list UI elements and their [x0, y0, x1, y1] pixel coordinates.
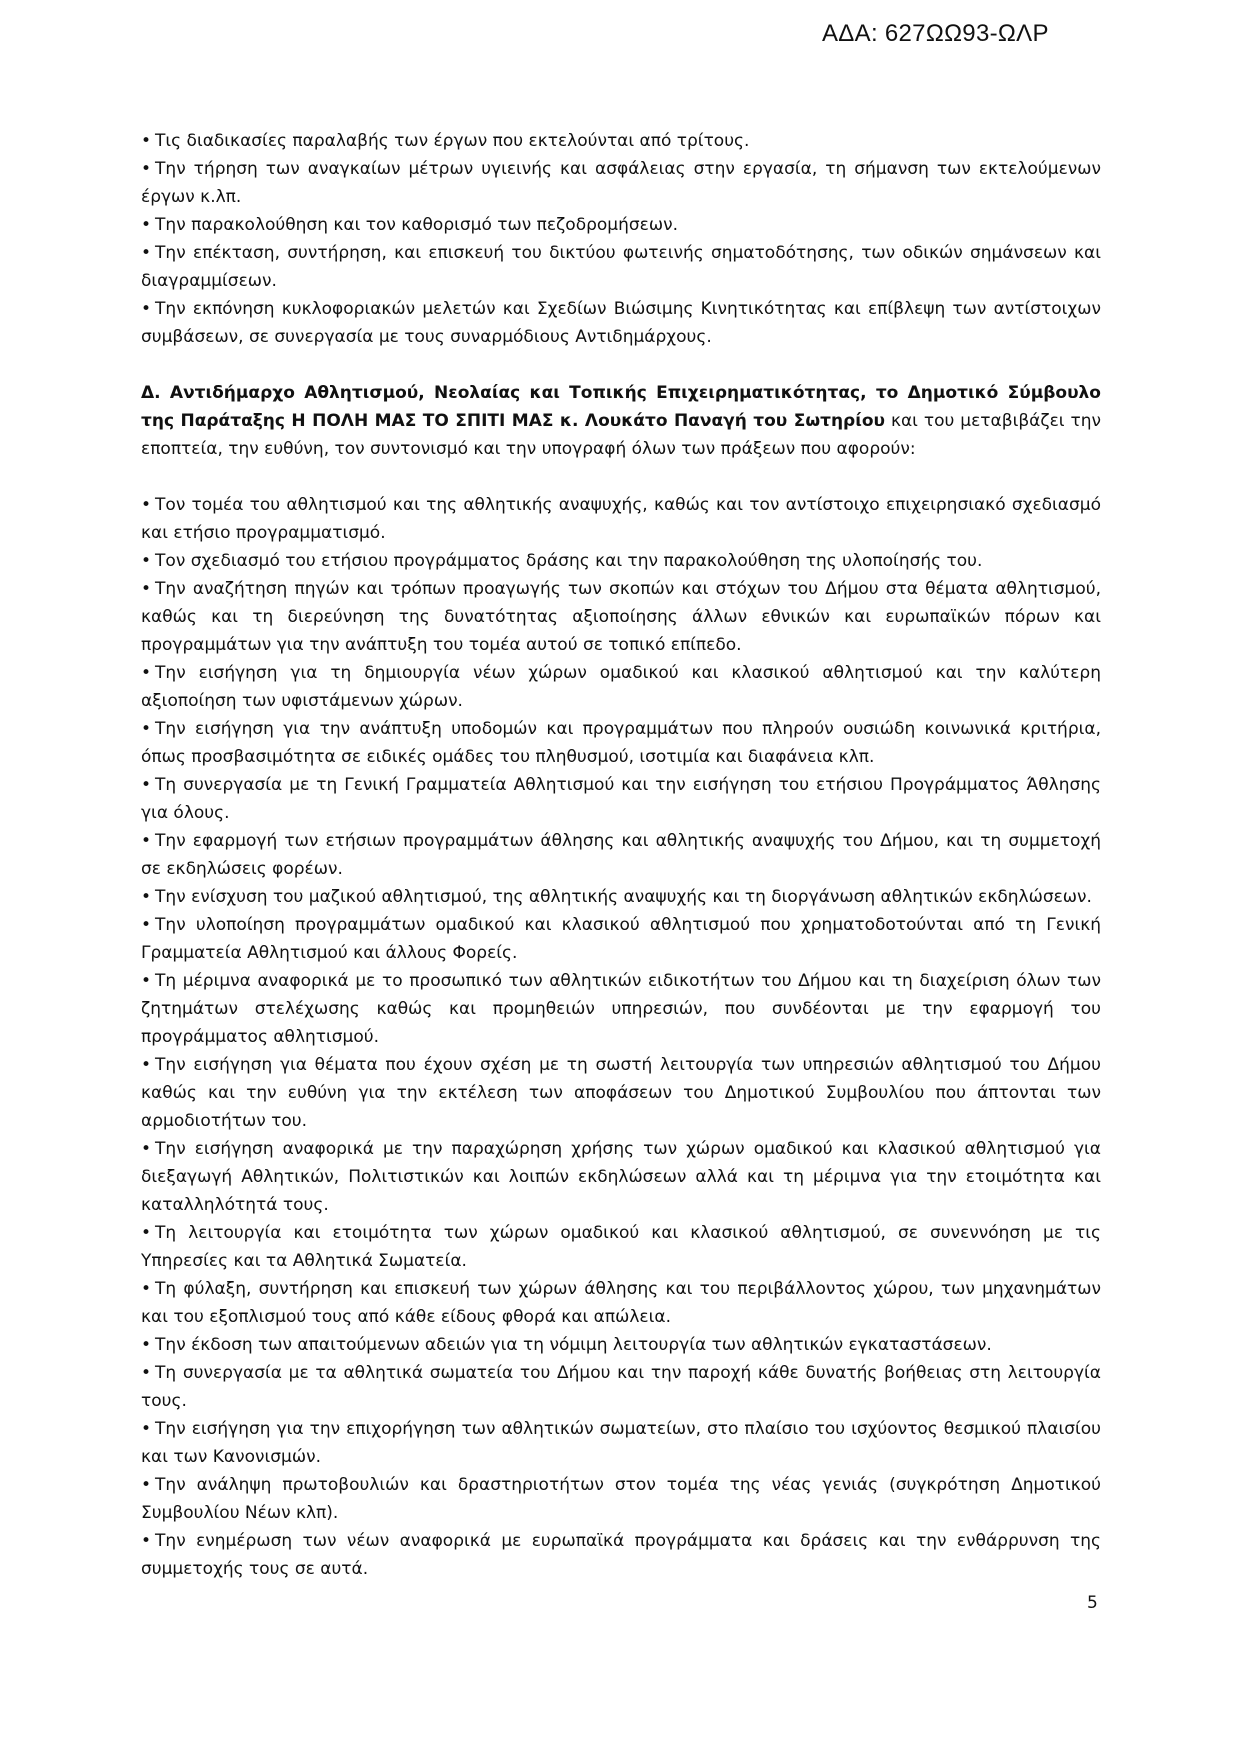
bullet-icon: •: [141, 243, 152, 263]
section-d-heading-rest: και του μεταβιβάζει την εποπτεία, την ευθύνη, τον συντονισμό και την υπογραφή όλων των πράξεων που αφορούν:: [141, 411, 1101, 459]
list-item-text: Την παρακολούθηση και τον καθορισμό των πεζοδρομήσεων.: [155, 215, 678, 235]
list-item-text: Τον σχεδιασμό του ετήσιου προγράμματος δράσης και την παρακολούθηση της υλοποίησής του.: [155, 551, 983, 571]
responsibilities-list-section-d: [141, 491, 1101, 1583]
list-item: [141, 715, 1101, 771]
list-item-text: Την εισήγηση για την επιχορήγηση των αθλητικών σωματείων, στο πλαίσιο του ισχύοντος θεσμικού πλαισίου και των Κανονισμών.: [141, 1419, 1101, 1467]
list-item: [141, 1275, 1101, 1331]
paragraph-gap: [141, 463, 1101, 491]
bullet-icon: •: [141, 1363, 152, 1383]
list-item-text: Την εισήγηση αναφορικά με την παραχώρηση χρήσης των χώρων ομαδικού και κλασικού αθλητισμού για διεξαγωγή Αθλητικών, Πολιτιστικών και λοιπών εκδηλώσεων αλλά και τη μέριμνα για την ετοιμότητα και καταλληλότητά τους.: [141, 1139, 1101, 1215]
list-item-text: Την αναζήτηση πηγών και τρόπων προαγωγής των σκοπών και στόχων του Δήμου στα θέματα αθλητισμού, καθώς και τη διερεύνηση της δυνατότητας αξιοποίησης άλλων εθνικών και ευρωπαϊκών πόρων και προγραμμάτων για την ανάπτυξη του τομέα αυτού σε τοπικό επίπεδο.: [141, 579, 1101, 655]
list-item: [141, 1359, 1101, 1415]
bullet-icon: •: [141, 1279, 152, 1299]
bullet-icon: •: [141, 299, 152, 319]
list-item: [141, 1135, 1101, 1219]
list-item: [141, 547, 1101, 575]
bullet-icon: •: [141, 579, 152, 599]
bullet-icon: •: [141, 551, 152, 571]
list-item: [141, 771, 1101, 827]
bullet-icon: •: [141, 1223, 152, 1243]
bullet-icon: •: [141, 887, 152, 907]
list-item: [141, 1051, 1101, 1135]
bullet-icon: •: [141, 1475, 152, 1495]
bullet-icon: •: [141, 131, 152, 151]
bullet-icon: •: [141, 1139, 152, 1159]
bullet-icon: •: [141, 159, 152, 179]
section-d-heading: [141, 379, 1101, 463]
list-item-text: Την έκδοση των απαιτούμενων αδειών για τη νόμιμη λειτουργία των αθλητικών εγκαταστάσεων.: [155, 1335, 992, 1355]
list-item-text: Την εφαρμογή των ετήσιων προγραμμάτων άθλησης και αθλητικής αναψυχής του Δήμου, και τη συμμετοχή σε εκδηλώσεις φορέων.: [141, 831, 1101, 879]
bullet-icon: •: [141, 831, 152, 851]
list-item-text: Την ενημέρωση των νέων αναφορικά με ευρωπαϊκά προγράμματα και δράσεις και την ενθάρρυνση της συμμετοχής τους σε αυτά.: [141, 1531, 1101, 1579]
list-item-text: Τη φύλαξη, συντήρηση και επισκευή των χώρων άθλησης και του περιβάλλοντος χώρου, των μηχανημάτων και του εξοπλισμού τους από κάθε είδους φθορά και απώλεια.: [141, 1279, 1101, 1327]
bullet-icon: •: [141, 719, 152, 739]
list-item-text: Την ανάληψη πρωτοβουλιών και δραστηριοτήτων στον τομέα της νέας γενιάς (συγκρότηση Δημοτικού Συμβουλίου Νέων κλπ).: [141, 1475, 1101, 1523]
list-item-text: Την υλοποίηση προγραμμάτων ομαδικού και κλασικού αθλητισμού που χρηματοδοτούνται από τη Γενική Γραμματεία Αθλητισμού και άλλους Φορείς.: [141, 915, 1101, 963]
bullet-icon: •: [141, 1055, 152, 1075]
document-body: [141, 127, 1101, 1583]
list-item: [141, 1527, 1101, 1583]
bullet-icon: •: [141, 215, 152, 235]
list-item: [141, 575, 1101, 659]
bullet-icon: •: [141, 495, 152, 515]
list-item: [141, 239, 1101, 295]
list-item: [141, 1415, 1101, 1471]
list-item-text: Τη συνεργασία με τη Γενική Γραμματεία Αθλητισμού και την εισήγηση του ετήσιου Προγράμματος Άθλησης για όλους.: [141, 775, 1101, 823]
list-item-text: Τη συνεργασία με τα αθλητικά σωματεία του Δήμου και την παροχή κάθε δυνατής βοήθειας στη λειτουργία τους.: [141, 1363, 1101, 1411]
bullet-icon: •: [141, 1335, 152, 1355]
bullet-icon: •: [141, 915, 152, 935]
section-d-heading-bold: Δ. Αντιδήμαρχο Αθλητισμού, Νεολαίας και Τοπικής Επιχειρηματικότητας, το Δημοτικό Σύμβουλο της Παράταξης Η ΠΟΛΗ ΜΑΣ ΤΟ ΣΠΙΤΙ ΜΑΣ κ. Λουκάτο Παναγή του Σωτηρίου: [141, 383, 1101, 431]
list-item: [141, 127, 1101, 155]
list-item: [141, 883, 1101, 911]
document-ada-code: ΑΔΑ: 627ΩΩ93-ΩΛΡ: [822, 20, 1049, 47]
bullet-icon: •: [141, 663, 152, 683]
list-item: [141, 1471, 1101, 1527]
list-item-text: Την εκπόνηση κυκλοφοριακών μελετών και Σχεδίων Βιώσιμης Κινητικότητας και επίβλεψη των αντίστοιχων συμβάσεων, σε συνεργασία με τους συναρμόδιους Αντιδημάρχους.: [141, 299, 1101, 347]
responsibilities-list-top: [141, 127, 1101, 351]
list-item: [141, 1219, 1101, 1275]
list-item: [141, 911, 1101, 967]
list-item: [141, 295, 1101, 351]
bullet-icon: •: [141, 775, 152, 795]
list-item: [141, 155, 1101, 211]
bullet-icon: •: [141, 1419, 152, 1439]
page-number: 5: [1087, 1593, 1098, 1613]
bullet-icon: •: [141, 1531, 152, 1551]
list-item-text: Την εισήγηση για την ανάπτυξη υποδομών και προγραμμάτων που πληρούν ουσιώδη κοινωνικά κριτήρια, όπως προσβασιμότητα σε ειδικές ομάδες του πληθυσμού, ισοτιμία και διαφάνεια κλπ.: [141, 719, 1101, 767]
list-item-text: Την εισήγηση για θέματα που έχουν σχέση με τη σωστή λειτουργία των υπηρεσιών αθλητισμού του Δήμου καθώς και την ευθύνη για την εκτέλεση των αποφάσεων του Δημοτικού Συμβουλίου που άπτονται των αρμοδιοτήτων του.: [141, 1055, 1101, 1131]
list-item-text: Την ενίσχυση του μαζικού αθλητισμού, της αθλητικής αναψυχής και τη διοργάνωση αθλητικών εκδηλώσεων.: [155, 887, 1092, 907]
list-item: [141, 211, 1101, 239]
list-item: [141, 1331, 1101, 1359]
list-item: [141, 967, 1101, 1051]
bullet-icon: •: [141, 971, 152, 991]
list-item-text: Την επέκταση, συντήρηση, και επισκευή του δικτύου φωτεινής σηματοδότησης, των οδικών σημάνσεων και διαγραμμίσεων.: [141, 243, 1101, 291]
list-item: [141, 491, 1101, 547]
list-item-text: Τον τομέα του αθλητισμού και της αθλητικής αναψυχής, καθώς και τον αντίστοιχο επιχειρησιακό σχεδιασμό και ετήσιο προγραμματισμό.: [141, 495, 1101, 543]
list-item: [141, 827, 1101, 883]
list-item: [141, 659, 1101, 715]
list-item-text: Την εισήγηση για τη δημιουργία νέων χώρων ομαδικού και κλασικού αθλητισμού και την καλύτερη αξιοποίηση των υφιστάμενων χώρων.: [141, 663, 1101, 711]
list-item-text: Τις διαδικασίες παραλαβής των έργων που εκτελούνται από τρίτους.: [155, 131, 750, 151]
list-item-text: Τη μέριμνα αναφορικά με το προσωπικό των αθλητικών ειδικοτήτων του Δήμου και τη διαχείριση όλων των ζητημάτων στελέχωσης καθώς και προμηθειών υπηρεσιών, που συνδέονται με την εφαρμογή του προγράμματος αθλητισμού.: [141, 971, 1101, 1047]
list-item-text: Τη λειτουργία και ετοιμότητα των χώρων ομαδικού και κλασικού αθλητισμού, σε συνεννόηση με τις Υπηρεσίες και τα Αθλητικά Σωματεία.: [141, 1223, 1101, 1271]
list-item-text: Την τήρηση των αναγκαίων μέτρων υγιεινής και ασφάλειας στην εργασία, τη σήμανση των εκτελούμενων έργων κ.λπ.: [141, 159, 1101, 207]
